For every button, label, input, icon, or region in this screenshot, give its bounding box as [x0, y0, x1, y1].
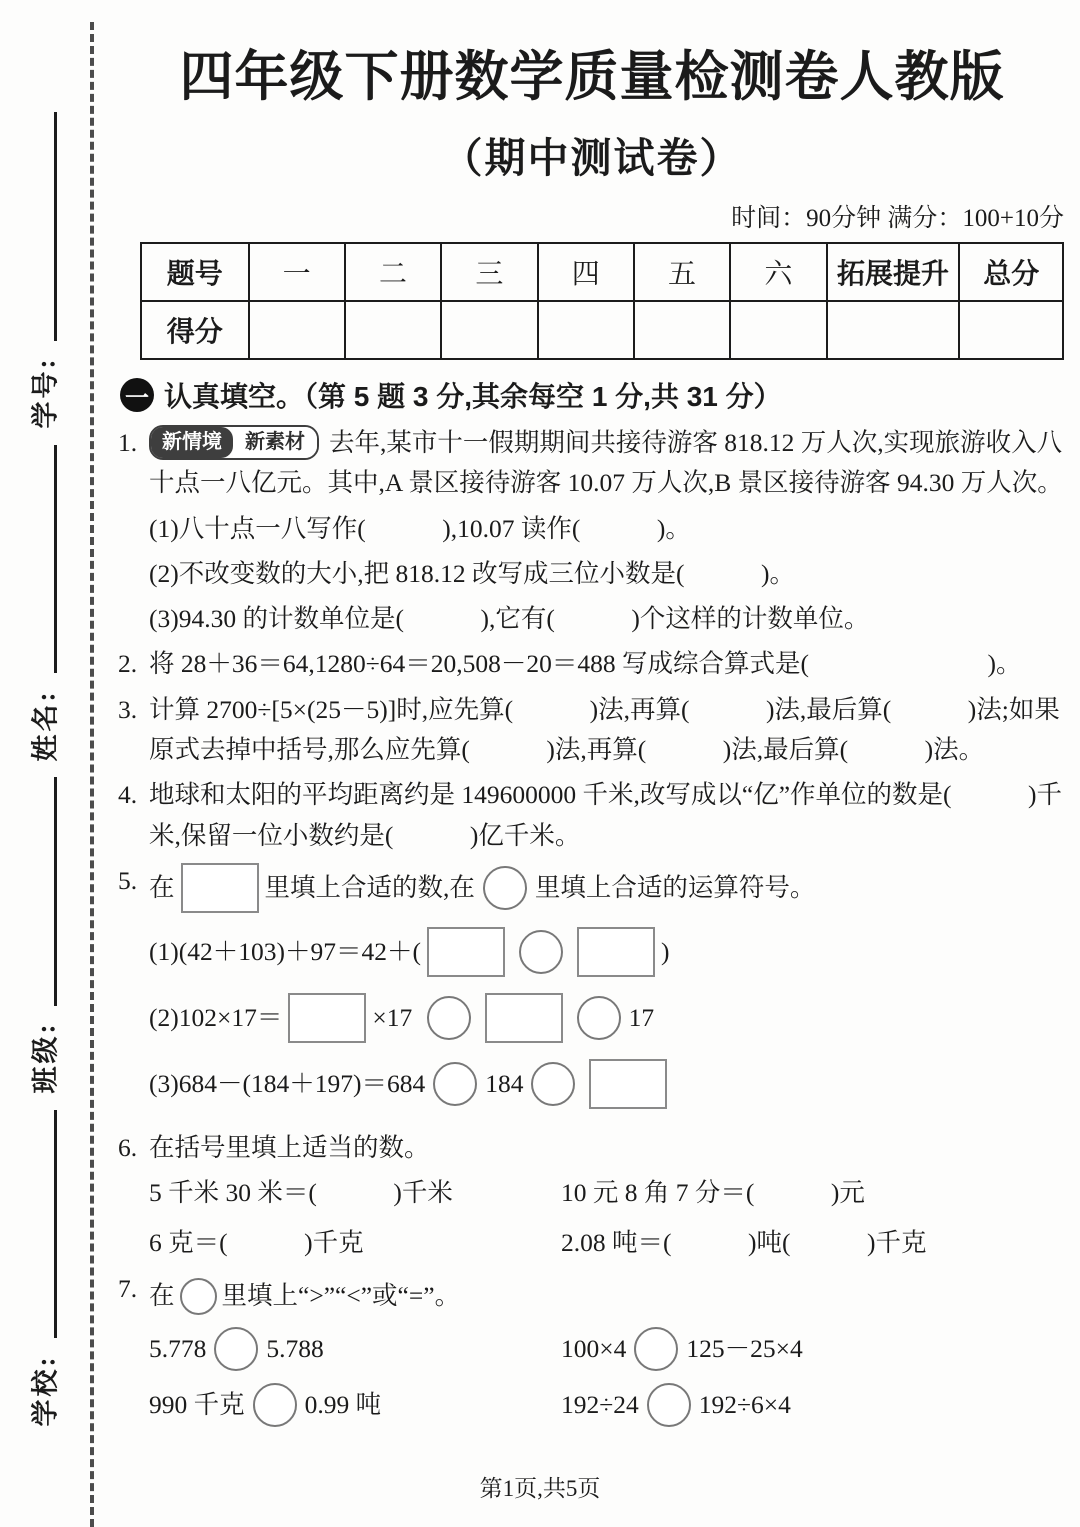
question-7-body [149, 1269, 1066, 1429]
operator-circle [214, 1327, 258, 1371]
operator-circle [253, 1383, 297, 1427]
text-run: 在 [149, 1280, 175, 1310]
text-run: 里填上“>”“<”或“=”。 [221, 1280, 461, 1310]
operator-circle [577, 996, 621, 1040]
writing-line [54, 112, 57, 341]
question-7-intro [149, 1271, 1066, 1321]
question-5-item-3 [149, 1057, 1066, 1111]
question-1 [118, 423, 1066, 639]
header-total: 总分 [959, 243, 1063, 301]
text-run: 192÷24 [561, 1389, 639, 1419]
header-section-6: 六 [730, 243, 826, 301]
text-run: (1)(42＋103)＋97＝42＋( [149, 936, 421, 966]
question-5-item-1 [149, 925, 1066, 979]
time-score-info: 时间：90分钟 满分：100+10分 [731, 205, 1064, 232]
student-name-label: 姓名: [30, 689, 61, 761]
header-section-5: 五 [634, 243, 730, 301]
question-7-items [149, 1325, 1066, 1429]
question-text: 地球和太阳的平均距离约是 149600000 千米,改写成以“亿”作单位的数是( )千米,保留一位小数约是( )亿千米。 [149, 780, 1062, 850]
conversion-item: 10 元 8 角 7 分＝( )元 [561, 1177, 865, 1207]
student-id-field [0, 112, 86, 445]
exam-subtitle: （期中测试卷） [441, 135, 743, 181]
school-label-box [0, 1338, 86, 1442]
blank-box [577, 927, 655, 977]
operator-circle [634, 1327, 678, 1371]
question-6-intro: 在括号里填上适当的数。 [149, 1132, 430, 1162]
dashed-divider-line [90, 22, 94, 1527]
writing-line [54, 777, 57, 1006]
question-number: 7. [118, 1274, 138, 1304]
text-run: 125－25×4 [686, 1333, 803, 1363]
text-run: 184 [485, 1068, 524, 1098]
section-number-badge: 一 [120, 378, 154, 412]
class-field [0, 777, 86, 1110]
question-5-intro [149, 863, 1066, 913]
student-id-label-box [0, 341, 86, 445]
blank-box [589, 1059, 667, 1109]
text-run: 里填上合适的运算符号。 [534, 872, 816, 902]
header-question-no: 题号 [141, 243, 249, 301]
school-label: 学校: [30, 1354, 61, 1426]
page-number: 第1页,共5页 [479, 1476, 601, 1501]
question-list [118, 423, 1066, 1429]
student-info-strip [0, 0, 96, 1527]
question-tags [149, 425, 319, 460]
exam-page [118, 0, 1066, 1429]
new-material-badge: 新素材 [233, 427, 317, 458]
operator-circle [427, 996, 471, 1040]
text-run: 17 [628, 1002, 655, 1032]
score-cell [538, 301, 634, 359]
student-id-label: 学号: [30, 356, 61, 429]
question-1-body [149, 423, 1066, 639]
blank-box [181, 863, 259, 913]
section-one-heading [120, 375, 1066, 415]
student-name-field [0, 445, 86, 778]
question-text: 去年,某市十一假期期间共接待游客 818.12 万人次,实现旅游收入八十点一八亿元。其中,A 景区接待游客 10.07 万人次,B 景区接待游客 94.30 万人次。 [149, 428, 1063, 498]
operator-circle [647, 1383, 691, 1427]
question-1-sub-3: (3)94.30 的计数单位是( ),它有( )个这样的计数单位。 [149, 604, 870, 634]
operator-circle [180, 1278, 217, 1315]
writing-line [54, 445, 57, 674]
blank-box [485, 993, 563, 1043]
class-label-box [0, 1006, 86, 1110]
header-section-1: 一 [249, 243, 345, 301]
text-run: ) [660, 936, 670, 966]
text-run: 在 [149, 872, 175, 902]
question-5-item-2 [149, 991, 1066, 1045]
header-section-4: 四 [538, 243, 634, 301]
comparison-item [561, 1383, 1066, 1427]
text-run: 100×4 [561, 1333, 627, 1363]
question-1-sub-1: (1)八十点一八写作( ),10.07 读作( )。 [149, 513, 691, 543]
header-section-2: 二 [345, 243, 441, 301]
exam-title: 四年级下册数学质量检测卷人教版 [179, 47, 1005, 107]
operator-circle [531, 1062, 575, 1106]
score-table [140, 242, 1064, 360]
text-run: (2)102×17＝ [149, 1002, 283, 1032]
class-label: 班级: [30, 1021, 61, 1094]
comparison-item [149, 1327, 561, 1371]
conversion-item: 6 克＝( )千克 [149, 1227, 364, 1257]
score-table-header-row [141, 243, 1063, 301]
student-name-label-box [0, 673, 86, 777]
new-scenario-badge: 新情境 [151, 427, 233, 458]
writing-line [54, 1110, 57, 1339]
conversion-item: 2.08 吨＝( )吨( )千克 [561, 1227, 927, 1257]
text-run: 里填上合适的数,在 [264, 872, 475, 902]
text-run: 5.788 [266, 1333, 324, 1363]
score-cell [249, 301, 345, 359]
question-number: 4. [118, 780, 138, 810]
question-1-sub-2: (2)不改变数的大小,把 818.12 改写成三位小数是( )。 [149, 558, 795, 588]
score-cell [441, 301, 537, 359]
question-text: 将 28＋36＝64,1280÷64＝20,508－20＝488 写成综合算式是( )。 [149, 649, 1022, 679]
question-3 [118, 690, 1066, 771]
score-cell [827, 301, 960, 359]
operator-circle [519, 930, 563, 974]
section-title: 认真填空。（第 5 题 3 分,其余每空 1 分,共 31 分） [164, 381, 782, 412]
score-table-score-row [141, 301, 1063, 359]
question-6 [118, 1128, 1066, 1264]
score-cell [634, 301, 730, 359]
question-number: 3. [118, 694, 138, 724]
question-number: 2. [118, 649, 138, 679]
question-7 [118, 1269, 1066, 1429]
operator-circle [483, 866, 527, 910]
text-run: (3)684－(184＋197)＝684 [149, 1068, 426, 1098]
score-cell [345, 301, 441, 359]
blank-box [288, 993, 366, 1043]
operator-circle [433, 1062, 477, 1106]
text-run: 990 千克 [149, 1389, 245, 1419]
score-cell [959, 301, 1063, 359]
text-run: ×17 [372, 1002, 419, 1032]
comparison-item [561, 1327, 1066, 1371]
conversion-item: 5 千米 30 米＝( )千米 [149, 1177, 453, 1207]
question-6-body [149, 1128, 1066, 1264]
header-extension: 拓展提升 [827, 243, 960, 301]
score-cell [730, 301, 826, 359]
header-section-3: 三 [441, 243, 537, 301]
comparison-item [149, 1383, 561, 1427]
question-5 [118, 861, 1066, 1123]
question-text: 计算 2700÷[5×(25－5)]时,应先算( )法,再算( )法,最后算( )法;如果原式去掉中括号,那么应先算( )法,再算( )法,最后算( )法。 [149, 694, 1060, 764]
question-number: 5. [118, 865, 138, 895]
text-run: 5.778 [149, 1333, 207, 1363]
question-4 [118, 775, 1066, 856]
school-field [0, 1110, 86, 1443]
question-number: 6. [118, 1132, 138, 1162]
text-run: 192÷6×4 [698, 1389, 791, 1419]
question-2 [118, 644, 1066, 684]
blank-box [427, 927, 505, 977]
question-6-items [149, 1172, 1066, 1264]
text-run: 0.99 吨 [304, 1389, 382, 1419]
student-info-fields [0, 112, 86, 1442]
score-row-label: 得分 [141, 301, 249, 359]
question-5-body [149, 861, 1066, 1123]
question-number: 1. [118, 428, 138, 457]
